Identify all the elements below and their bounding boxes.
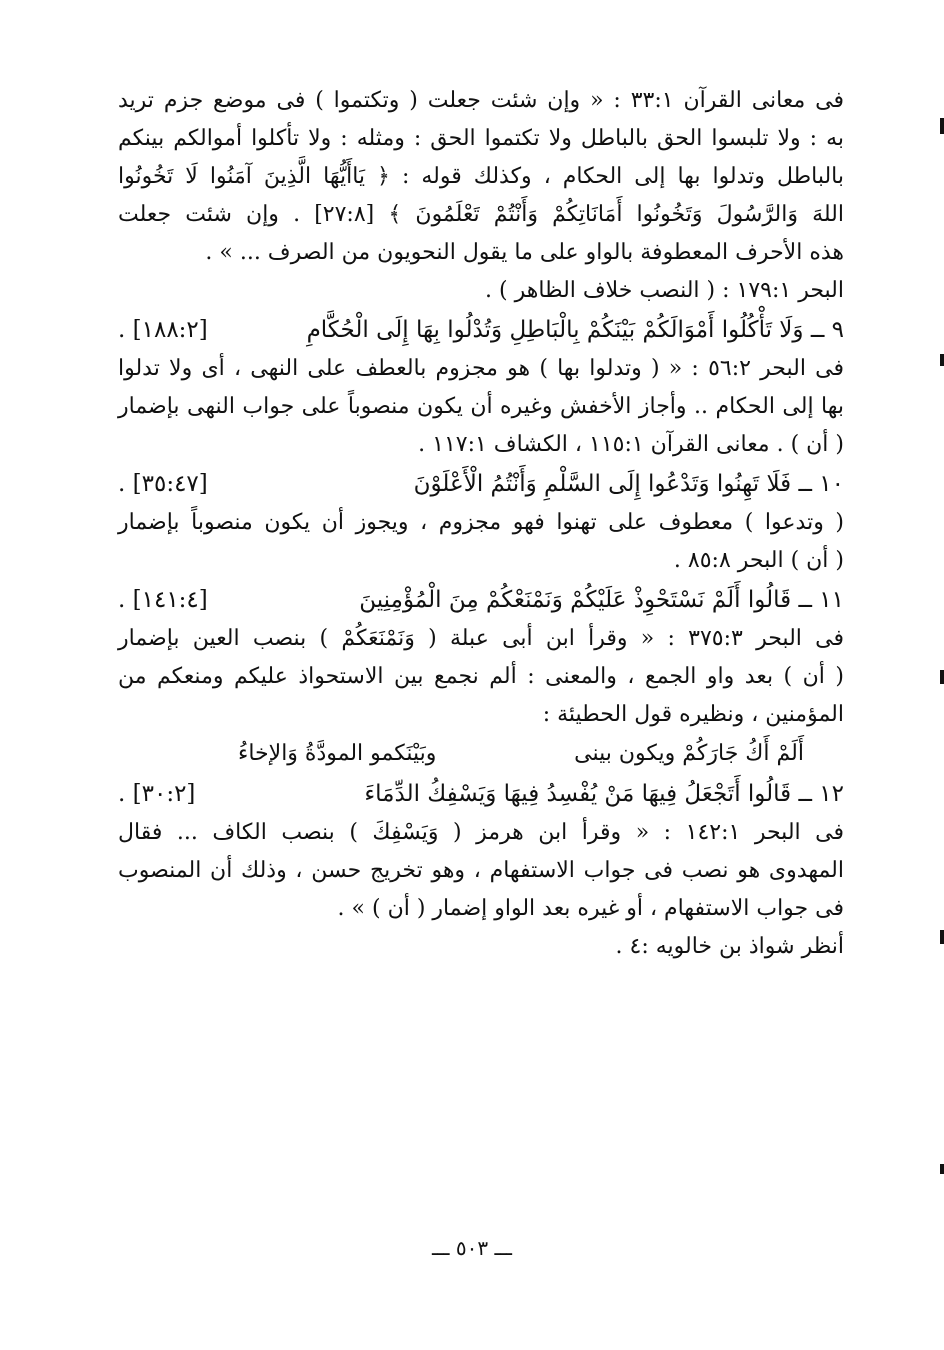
text-line: ( أن ) . معانى القرآن ١١٥:١ ، الكشاف ١١٧:١ . (418, 432, 844, 457)
text-line: هذه الأحرف المعطوفة بالواو على ما يقول النحويون من الصرف ... » . (205, 240, 844, 265)
scan-edge-mark (940, 930, 944, 944)
verse-12 (118, 774, 844, 814)
text-line: ( وتدعوا ) معطوف على تهنوا فهو مجزوم ، ويجوز أن يكون منصوباً بإضمار (118, 510, 844, 535)
text-line: البحر ١٧٩:١ : ( النصب خلاف الظاهر ) . (485, 278, 844, 303)
text-line: فى البحر ٣٧٥:٣ : « وقرأ ابن أبى عبلة ( وَنَمْنَعَكُمْ ) بنصب العين بإضمار (118, 626, 844, 651)
verse-11 (118, 580, 844, 620)
verse-text: ١٠ ــ فَلَا تَهِنُوا وَتَدْعُوا إِلَى السَّلْمِ وَأَنْتُمُ الْأَعْلَوْنَ (413, 471, 844, 497)
text-line: اللهَ وَالرَّسُولَ وَتَخُونُوا أَمَانَاتِكُمْ وَأَنْتُمْ تَعْلَمُونَ ﴾ [٢٧:٨] . وإن شئت جعلت (118, 202, 845, 227)
verse-reference: [١٨٨:٢] . (118, 317, 208, 343)
scan-edge-mark (940, 118, 944, 134)
verse-reference: [١٤١:٤] . (118, 587, 208, 613)
text-line: به : ولا تلبسوا الحق بالباطل ولا تكتموا الحق : ومثله : ولا تأكلوا أموالكم بينكم (118, 126, 844, 151)
text-line: ( أن ) البحر ٨٥:٨ . (673, 548, 844, 573)
text-line: المؤمنين ، ونظيره قول الحطيئة : (542, 702, 844, 727)
scan-edge-mark (940, 354, 944, 366)
verse-text: ٩ ــ وَلَا تَأْكُلُوا أَمْوَالَكُمْ بَيْنَكُمْ بِالْبَاطِلِ وَتُدْلُوا بِهَا إِلَى الْحُكَّامِ (306, 317, 844, 343)
verse-reference: [٣٥:٤٧] . (118, 471, 208, 497)
text-line: فى جواب الاستفهام ، أو غيره بعد الواو إضمار ( أن ) » . (337, 896, 844, 921)
page-body (118, 82, 844, 966)
poem-verse (118, 734, 844, 774)
text-line: المهدوى هو نصب فى جواب الاستفهام ، وهو تخريج حسن ، وذلك أن المنصوب (118, 858, 844, 883)
scan-edge-mark (940, 1164, 944, 1174)
verse-9 (118, 310, 844, 350)
text-line: فى البحر ٥٦:٢ : « ( وتدلوا بها ) هو مجزوم بالعطف على النهى ، أى ولا تدلوا (118, 356, 845, 381)
text-line: أنظر شواذ بن خالويه :٤ . (615, 934, 844, 959)
poem-hemistich-first: أَلَمْ أَكُ جَارَكُمْ ويكون بينى (574, 741, 804, 766)
verse-text: ١١ ــ قَالُوا أَلَمْ نَسْتَحْوِذْ عَلَيْكُمْ وَنَمْنَعْكُمْ مِنَ الْمُؤْمِنِينَ (359, 587, 844, 613)
verse-10 (118, 464, 844, 504)
text-line: فى البحر ١٤٢:١ : « وقرأ ابن هرمز ( وَيَسْفِكَ ) بنصب الكاف ... فقال (118, 820, 845, 845)
poem-hemistich-second: وبَيْنَكمو المودَّةُ وَالإخاءُ (238, 741, 437, 766)
scan-edge-mark (940, 670, 944, 684)
verse-reference: [٣٠:٢] . (118, 781, 196, 807)
text-line: بها إلى الحكام .. وأجاز الأخفش وغيره أن يكون منصوباً على جواب النهى بإضمار (118, 394, 844, 419)
verse-text: ١٢ ــ قَالُوا أَتَجْعَلُ فِيهَا مَنْ يُفْسِدُ فِيهَا وَيَسْفِكُ الدِّمَاءَ (364, 781, 844, 807)
text-line: ( أن ) بعد واو الجمع ، والمعنى : ألم نجمع بين الاستحواذ عليكم ومنعكم من (118, 664, 844, 689)
page-number: ـــ ٥٠٣ ـــ (431, 1236, 513, 1260)
text-line: فى معانى القرآن ٣٣:١ : « وإن شئت جعلت ( وتكتموا ) فى موضع جزم تريد (118, 88, 844, 113)
text-line: بالباطل وتدلوا بها إلى الحكام ، وكذلك قوله : ﴿ يَاأَيُّهَا الَّذِينَ آمَنُوا لَا تَخُونُوا (118, 164, 844, 189)
